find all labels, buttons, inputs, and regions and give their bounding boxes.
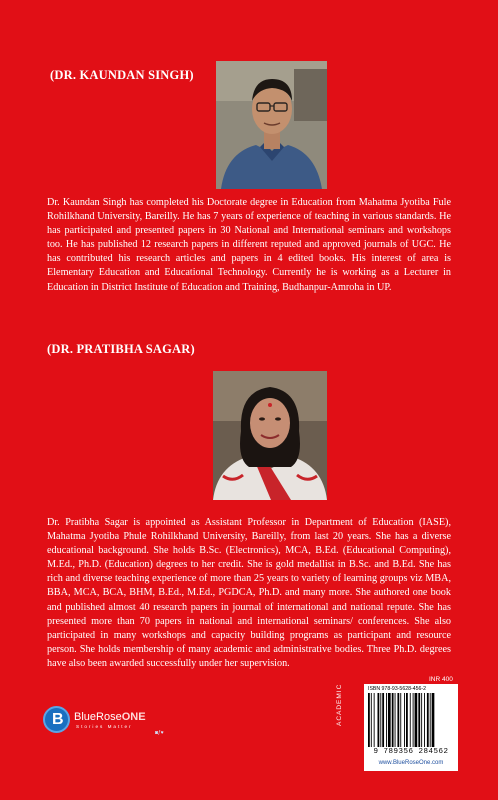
author2-heading: (DR. PRATIBHA SAGAR) — [47, 342, 195, 356]
logo-b-icon: B — [43, 706, 70, 733]
publisher-tagline: Stories Matter — [76, 724, 133, 729]
barcode-number: 9 789356 284562 — [373, 748, 449, 756]
publisher-logo — [43, 706, 164, 742]
isbn-label: ISBN 978-93-5628-456-2 — [368, 686, 426, 692]
category-label: ACADEMIC — [336, 683, 343, 726]
author2-bio: Dr. Pratibha Sagar is appointed as Assistant Professor in Department of Education (IASE), Mahatma Jyotiba Phule Rohilkhand University, Bareilly, from last 20 years. She has a diverse educational background. She holds B.Sc. (Electronics), MCA, B.Ed. (Educational Computing), M.Ed., Ph.D. (Education) degrees to her credit. She is gold medallist in B.Sc. and B.Ed. She has rich and diverse teaching experience of more than 25 years to variety of learning groups viz MBA, BBA, MCA, BCA, BHM, B.Ed., M.Ed., PGDCA, Ph.D. and many more. She authored one book and published almost 40 research papers in journal of international and national repute. She has presented more than 70 papers in national and international seminars/ conferences. She also participated in many workshops and capacity building programs as participant and resource person. She holds membership of many academic and administrative bodies. Three Ph.D. degrees have also been awarded successfully under her supervision. — [47, 517, 451, 669]
author2-photo — [213, 371, 327, 500]
author1-bio: Dr. Kaundan Singh has completed his Doctorate degree in Education from Mahatma Jyotiba Fule Rohilkhand University, Bareilly. He has 7 years of experience of teaching in various standards. He has participated and presented papers in 30 National and International seminars and workshops too. He has published 12 research papers in different reputed and approved journals of UGC. He has contributed his research articles and papers in 4 edited books. His interest of area is Elementary Education and Educational Technology. Currently he is working as a Lecturer in Education in District Institute of Education and Training, Budhanpur-Amroha in UP. — [47, 197, 451, 293]
social-icons: ◙ƒ♥ — [155, 730, 164, 736]
publisher-website: www.BlueRoseOne.com — [378, 760, 444, 766]
barcode-icon — [368, 693, 454, 747]
barcode-block — [364, 684, 458, 771]
author1-photo — [216, 61, 327, 189]
publisher-name: BlueRoseONE — [74, 711, 146, 723]
author1-heading: (DR. KAUNDAN SINGH) — [50, 68, 194, 82]
price-label: INR 400 — [429, 676, 453, 683]
